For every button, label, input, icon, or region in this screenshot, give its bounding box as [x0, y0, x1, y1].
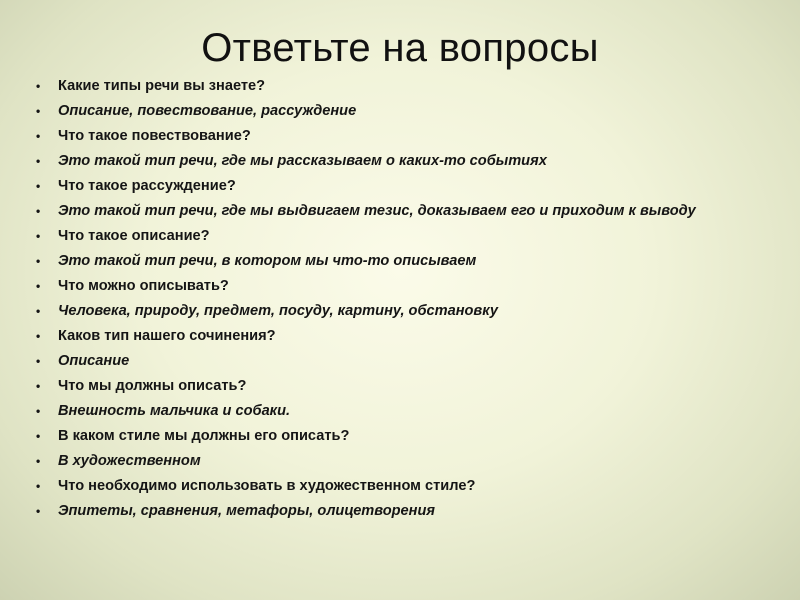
- item-text: Что необходимо использовать в художественном стиле?: [58, 478, 476, 494]
- list-item-question: [36, 76, 776, 96]
- list-item-answer: [36, 301, 776, 321]
- bullet-icon: •: [36, 254, 41, 268]
- item-text: Что такое повествование?: [58, 128, 251, 144]
- bullet-icon: •: [36, 104, 41, 118]
- item-text: В художественном: [58, 453, 201, 469]
- bullet-icon: •: [36, 279, 41, 293]
- item-text: Это такой тип речи, в котором мы что-то описываем: [58, 253, 477, 269]
- item-text: Какие типы речи вы знаете?: [58, 78, 266, 94]
- item-text: Каков тип нашего сочинения?: [58, 328, 276, 344]
- item-text: Что можно описывать?: [58, 278, 229, 294]
- bullet-icon: •: [36, 329, 41, 343]
- list-item-question: [36, 426, 776, 446]
- bullet-icon: •: [36, 404, 41, 418]
- list-item-answer: [36, 151, 776, 171]
- list-item-answer: [36, 401, 776, 421]
- bullet-icon: •: [36, 79, 41, 93]
- list-item-question: [36, 276, 776, 296]
- item-text: В каком стиле мы должны его описать?: [58, 428, 350, 444]
- bullet-icon: •: [36, 154, 41, 168]
- bullet-icon: •: [36, 179, 41, 193]
- list-item-question: [36, 126, 776, 146]
- bullet-icon: •: [36, 429, 41, 443]
- list-item-question: [36, 376, 776, 396]
- list-item-answer: [36, 501, 776, 521]
- item-text: Это такой тип речи, где мы рассказываем о каких-то событиях: [58, 153, 547, 169]
- bullet-icon: •: [36, 504, 41, 518]
- list-item-question: [36, 326, 776, 346]
- list-item-question: [36, 226, 776, 246]
- item-text: Описание, повествование, рассуждение: [58, 103, 357, 119]
- bullet-icon: •: [36, 304, 41, 318]
- item-text: Описание: [58, 353, 130, 369]
- bullet-icon: •: [36, 479, 41, 493]
- item-text: Что такое описание?: [58, 228, 210, 244]
- item-text: Эпитеты, сравнения, метафоры, олицетворения: [58, 503, 435, 519]
- bullet-icon: •: [36, 204, 41, 218]
- list-item-question: [36, 476, 776, 496]
- list-item-answer: [36, 101, 776, 121]
- list-item-answer: [36, 251, 776, 271]
- item-text: Что такое рассуждение?: [58, 178, 236, 194]
- list-item-question: [36, 176, 776, 196]
- item-text: Внешность мальчика и собаки.: [58, 403, 291, 419]
- qa-list: [36, 76, 776, 526]
- list-item-answer: [36, 351, 776, 371]
- item-text: Человека, природу, предмет, посуду, картину, обстановку: [58, 303, 498, 319]
- bullet-icon: •: [36, 454, 41, 468]
- bullet-icon: •: [36, 354, 41, 368]
- item-text: Это такой тип речи, где мы выдвигаем тезис, доказываем его и приходим к выводу: [58, 203, 696, 219]
- list-item-answer: [36, 201, 776, 221]
- list-item-answer: [36, 451, 776, 471]
- bullet-icon: •: [36, 129, 41, 143]
- item-text: Что мы должны описать?: [58, 378, 247, 394]
- bullet-icon: •: [36, 229, 41, 243]
- bullet-icon: •: [36, 379, 41, 393]
- slide-title: Ответьте на вопросы: [201, 26, 599, 70]
